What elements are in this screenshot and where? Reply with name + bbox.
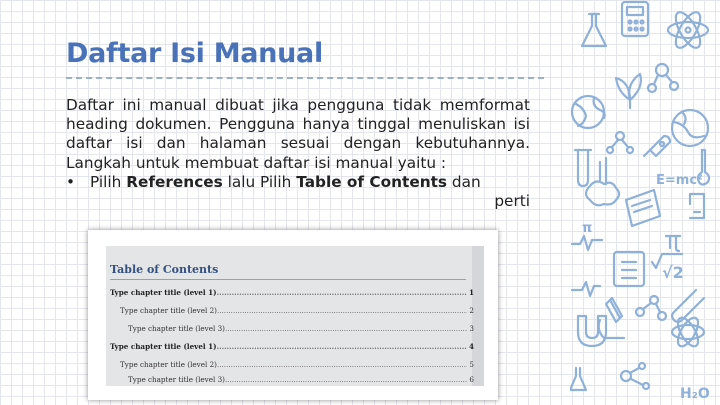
toc-entry: Type chapter title (level 2) ..... 5 <box>120 360 474 372</box>
toc-heading: Table of Contents <box>110 263 219 276</box>
toc-heading-rule <box>110 279 466 280</box>
bullet-continuation: perti <box>494 192 530 211</box>
molecule-icon <box>621 363 649 389</box>
globe-icon <box>572 96 605 128</box>
calculator-icon <box>622 2 648 36</box>
toc-page <box>106 246 484 386</box>
atom-icon <box>668 9 708 52</box>
thermometer-icon <box>672 290 704 322</box>
intro-paragraph: Daftar ini manual dibuat jika pengguna tidak memformat heading dokumen. Pengguna hanya tinggal menuliskan isi daftar isi dan halaman sesuai dengan kebutuhannya. Langkah untuk membuat daftar isi manual yaitu : <box>66 96 530 172</box>
heartbeat-line <box>572 282 600 296</box>
plant-icon <box>616 74 641 108</box>
bullet-text: Pilih References lalu Pilih Table of Contents dan <box>90 172 481 191</box>
pi-symbol-icon <box>666 236 680 251</box>
rocket-icon <box>644 136 670 156</box>
bullet-marker: • <box>66 172 76 191</box>
heartbeat-line <box>572 236 602 250</box>
water-formula-text: H₂O <box>680 386 710 402</box>
toc-entry: Type chapter title (level 2) ..... 2 <box>120 306 474 318</box>
toc-entry: Type chapter title (level 1) ..... 4 <box>110 342 474 354</box>
toc-entry: Type chapter title (level 1) ..... 1 <box>110 288 474 300</box>
toc-entry: Type chapter title (level 3) ..... 3 <box>128 324 474 336</box>
globe-icon <box>672 110 708 146</box>
chart-icon <box>690 194 704 218</box>
flask-icon <box>570 368 586 390</box>
molecule-icon <box>607 132 633 153</box>
bullet-item <box>66 173 530 192</box>
root-text: √2 <box>662 263 684 282</box>
book-icon <box>626 190 660 226</box>
science-doodle-panel <box>570 0 720 405</box>
magnet-icon <box>578 316 606 346</box>
pi-text: π <box>582 221 593 236</box>
toc-entry: Type chapter title (level 3) ..... 6 <box>128 375 474 387</box>
microscope-icon <box>599 298 624 338</box>
brain-icon <box>586 181 619 205</box>
test-tube-icon <box>575 150 606 186</box>
slide-title: Daftar Isi Manual <box>66 38 323 69</box>
slide-body <box>66 96 530 211</box>
toc-screenshot <box>88 230 498 400</box>
title-divider <box>66 77 544 79</box>
calculator-icon <box>614 252 644 286</box>
formula-text: E=mc² <box>656 173 703 188</box>
atom-icon <box>672 315 704 350</box>
molecule-icon <box>648 64 678 92</box>
molecule-icon <box>636 296 666 320</box>
flask-icon <box>582 14 606 46</box>
